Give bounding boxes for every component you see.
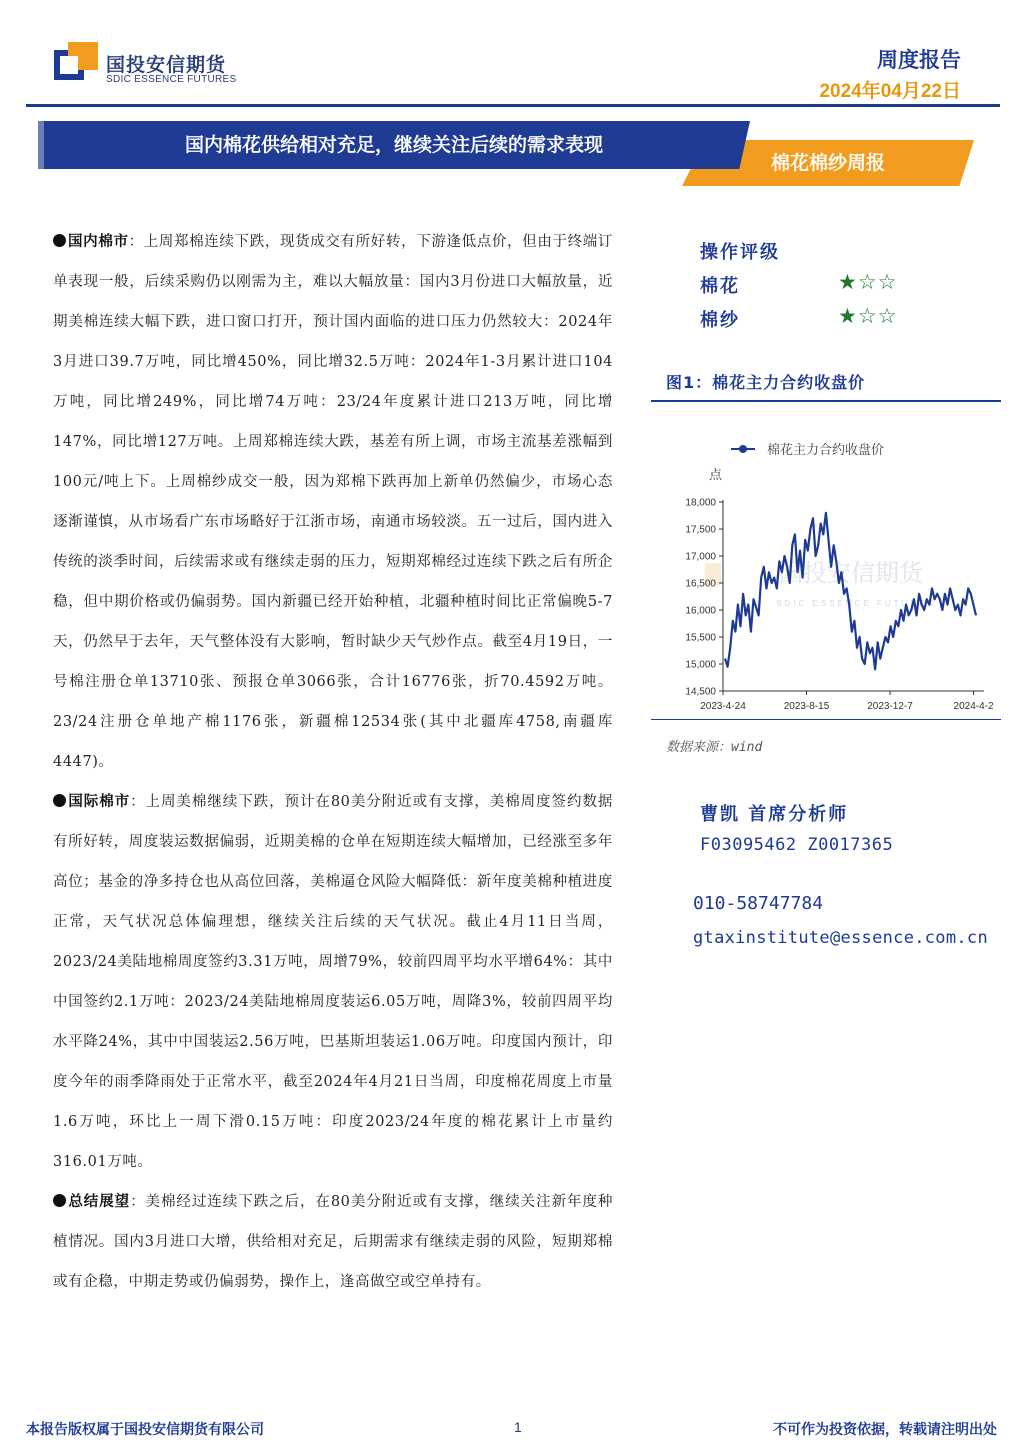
rating-stars-cotton: ★☆☆ <box>838 270 898 294</box>
paragraph-summary <box>53 1182 613 1302</box>
paragraph-lead: 总结展望 <box>68 1194 131 1210</box>
x-tick-label: 2024-4-2 <box>953 701 994 712</box>
rating-stars-yarn: ★☆☆ <box>838 304 898 328</box>
legend-label: 棉花主力合约收盘价 <box>767 443 885 458</box>
paragraph-text: ：上周美棉继续下跌，预计在80美分附近或有支撑，美棉周度签约数据有所好转，周度装运数据偏弱，近期美棉的仓单在短期连续大幅增加，已经涨至多年高位；基金的净多持仓也从高位回落，美棉逼仓风险大幅降低：新年度美棉种植进度正常，天气状况总体偏理想，继续关注后续的天气状况。截止4月11日当周，2023/24美陆地棉周度签约3.31万吨，周增79%，较前四周平均水平增64%：其中中国签约2.1万吨：2023/24美陆地棉周度装运6.05万吨，周降3%，较前四周平均水平降24%，其中中国装运2.56万吨，巴基斯坦装运1.06万吨。印度国内预计，印度今年的雨季降雨处于正常水平，截至2024年4月21日当周，印度棉花周度上市量1.6万吨，环比上一周下滑0.15万吨：印度2023/24年度的棉花累计上市量约316.01万吨。 <box>53 794 613 1170</box>
watermark-en: SDIC ESSENCE FUTURES <box>776 599 936 608</box>
report-date: 2024年04月22日 <box>819 81 961 102</box>
report-type: 周度报告 <box>877 48 961 72</box>
watermark-cn: 国投安信期货 <box>779 559 923 587</box>
paragraph-international <box>53 782 613 1182</box>
series-line-cotton-close <box>725 513 976 670</box>
analyst-license: F03095462 Z0017365 <box>700 835 894 855</box>
company-name-en: SDIC ESSENCE FUTURES <box>106 74 237 85</box>
paragraph-text: ：上周郑棉连续下跌，现货成交有所好转，下游逢低点价，但由于终端订单表现一般，后续采购仍以刚需为主，难以大幅放量：国内3月份进口大幅放量，近期美棉连续大幅下跌，进口窗口打开，预计国内面临的进口压力仍然较大：2024年3月进口39.7万吨，同比增450%，同比增32.5万吨：2024年1-3月累计进口104万吨，同比增249%，同比增74万吨：23/24年度累计进口213万吨，同比增147%，同比增127万吨。上周郑棉连续大跌，基差有所上调，市场主流基差涨幅到100元/吨上下。上周棉纱成交一般，因为郑棉下跌再加上新单仍然偏少，市场心态逐渐谨慎，从市场看广东市场略好于江浙市场，南通市场较淡。五一过后，国内进入传统的淡季时间，后续需求或有继续走弱的压力，短期郑棉经过连续下跌之后有所企稳，但中期价格或仍偏弱势。国内新疆已经开始种植，北疆种植时间比正常偏晚5-7天，仍然早于去年，天气整体没有大影响，暂时缺少天气炒作点。截至4月19日，一号棉注册仓单13710张、预报仓单3066张，合计16776张，折70.4592万吨。23/24注册仓单地产棉1176张，新疆棉12534张(其中北疆库4758,南疆库4447)。 <box>53 234 613 770</box>
paragraph-lead: 国际棉市 <box>68 794 131 810</box>
x-tick-label: 2023-4-24 <box>700 701 746 712</box>
y-tick-label: 14,500 <box>685 686 716 698</box>
company-logo-icon <box>54 42 98 82</box>
data-source: 数据来源：wind <box>666 740 763 755</box>
rating-label-cotton: 棉花 <box>700 276 740 297</box>
y-tick-label: 15,500 <box>685 632 716 644</box>
report-subtitle: 棉花棉纱周报 <box>770 152 885 174</box>
footer-disclaimer: 不可作为投资依据，转载请注明出处 <box>773 1422 997 1438</box>
y-tick-label: 15,000 <box>685 659 716 671</box>
figure-title: 图1：棉花主力合约收盘价 <box>666 373 866 392</box>
header-divider <box>26 104 1000 107</box>
legend-marker <box>739 445 747 453</box>
rating-title: 操作评级 <box>700 242 780 263</box>
company-name-cn: 国投安信期货 <box>106 54 227 76</box>
x-tick-label: 2023-8-15 <box>783 701 830 712</box>
analyst-phone: 010-58747784 <box>693 893 824 914</box>
bullet-icon <box>53 794 66 807</box>
bullet-icon <box>53 1194 66 1207</box>
figure-top-rule <box>651 400 1001 402</box>
analyst-name: 曹凯 首席分析师 <box>700 804 849 825</box>
rating-label-yarn: 棉纱 <box>700 310 740 331</box>
y-tick-label: 16,000 <box>685 605 716 617</box>
page-number: 1 <box>514 1419 522 1435</box>
y-tick-label: 18,000 <box>685 497 716 509</box>
footer-copyright: 本报告版权属于国投安信期货有限公司 <box>26 1422 264 1438</box>
y-tick-label: 16,500 <box>685 578 716 590</box>
paragraph-text: ：美棉经过连续下跌之后，在80美分附近或有支撑，继续关注新年度种植情况。国内3月进口大增，供给相对充足，后期需求有继续走弱的风险，短期郑棉或有企稳，中期走势或仍偏弱势，操作上，逢高做空或空单持有。 <box>53 1194 613 1290</box>
analyst-email: gtaxinstitute@essence.com.cn <box>693 928 988 948</box>
paragraph-domestic <box>53 222 613 782</box>
paragraph-lead: 国内棉市 <box>68 234 129 250</box>
main-body <box>53 222 613 1302</box>
report-title: 国内棉花供给相对充足，继续关注后续的需求表现 <box>184 134 603 156</box>
y-tick-label: 17,500 <box>685 524 716 536</box>
y-tick-label: 17,000 <box>685 551 716 563</box>
bullet-icon <box>53 234 66 247</box>
y-axis-label: 点 <box>709 468 723 483</box>
x-tick-label: 2023-12-7 <box>867 701 913 712</box>
price-line-chart <box>651 403 1001 717</box>
figure-bottom-rule <box>651 719 1001 720</box>
